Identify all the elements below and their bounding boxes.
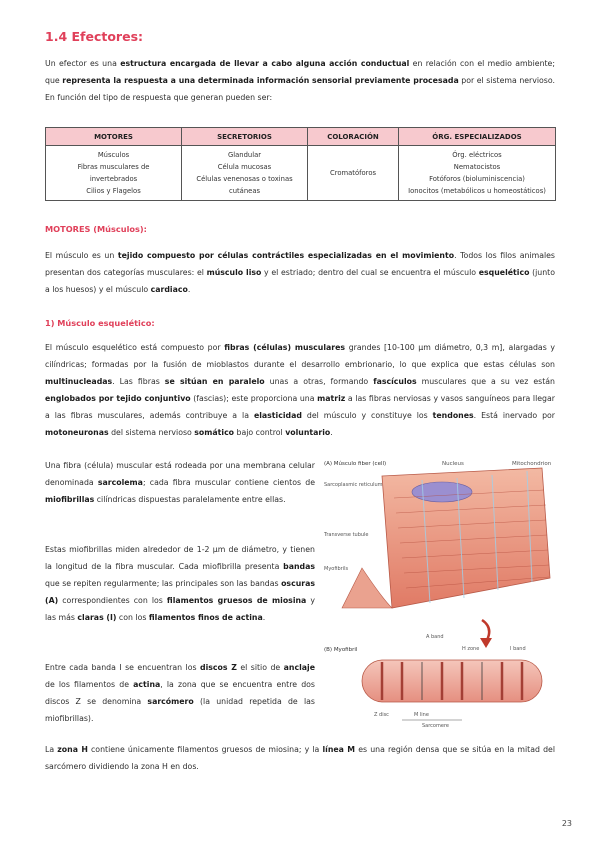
motores-heading: MOTORES (Músculos):	[45, 224, 147, 234]
figure-label-z-disc: Z disc	[374, 712, 389, 718]
figure-label-tt: Transverse tubule	[324, 532, 369, 538]
figure-label-sarcomere: Sarcomere	[422, 723, 449, 729]
table-cell-motores: Músculos Fibras musculares de invertebrados Cilios y Flagelos	[46, 146, 182, 201]
nucleus-shape	[412, 482, 472, 502]
sarcolema-paragraph: Una fibra (célula) muscular está rodeada por una membrana celular denominada sarcolema; cada fibra muscular contiene cientos de miofibrillas cilíndricas dispuestas paralelamente entre ellas.	[45, 461, 315, 504]
table-cell-secretorios: Glandular Célula mucosas Células venenosas o toxinas cutáneas	[182, 146, 308, 201]
figure-label-h-zone: H zone	[462, 646, 480, 652]
muscle-fiber-illustration	[322, 458, 562, 730]
figure-label-sr: Sarcoplasmic reticulum	[324, 482, 383, 488]
figure-label-nucleus: Nucleus	[442, 461, 464, 467]
myofibril-ends	[342, 568, 392, 608]
figure-label-a: (A) Músculo fiber (cell)	[324, 461, 387, 467]
table-header: MOTORES	[46, 128, 182, 146]
table-cell-coloracion: Cromatóforos	[308, 146, 399, 201]
motores-paragraph: El músculo es un tejido compuesto por células contráctiles especializadas en el movimiento. Todos los filos animales presentan dos categorías musculares: el músculo liso y el estriado; dentro del cual se encuentra el músculo esquelético (junto a los huesos) y el músculo cardiaco.	[45, 251, 556, 294]
zona-h-paragraph: La zona H contiene únicamente filamentos gruesos de miosina; y la línea M es una región densa que se sitúa en la mitad del sarcómero dividiendo la zona H en dos.	[45, 745, 555, 771]
arrow-head-icon	[480, 638, 492, 648]
figure-label-i-band: I band	[510, 646, 526, 652]
table-header: SECRETORIOS	[182, 128, 308, 146]
table-header: ÓRG. ESPECIALIZADOS	[399, 128, 556, 146]
figure-label-myo: Myofibrils	[324, 566, 349, 572]
effectors-table	[45, 127, 556, 201]
figure-label-b: (B) Myofibril	[324, 647, 358, 653]
table-header-row	[46, 128, 556, 146]
page-number: 23	[561, 819, 572, 828]
table-row	[46, 146, 556, 201]
myofibril-shape	[362, 660, 542, 702]
table-cell-organos: Órg. eléctricos Nematocistos Fotóforos (bioluminiscencia) Ionocitos (metabólicos u homeostáticos)	[399, 146, 556, 201]
figure-label-a-band: A band	[426, 634, 444, 640]
muscle-fiber-block	[342, 468, 550, 608]
esqueletico-paragraph: El músculo esquelético está compuesto por fibras (células) musculares grandes [10-100 µm diámetro, 0,3 m], alargadas y cilíndricas; formadas por la fusión de mioblastos durante el desarrollo embrionario, lo que explica que estas células son multinucleadas. Las fibras se sitúan en paralelo unas a otras, formando fascículos musculares que a su vez están englobados por tejido conjuntivo (fascias); este proporciona una matriz a las fibras nerviosas y vasos sanguíneos para llegar a las fibras musculares, además contribuye a la elasticidad del músculo y constituye los tendones. Está inervado por motoneuronas del sistema nervioso somático bajo control voluntario.	[45, 343, 555, 437]
intro-paragraph: Un efector es una estructura encargada de llevar a cabo alguna acción conductual en relación con el medio ambiente; que representa la respuesta a una determinada información sensorial previamente procesada por el sistema nervioso. En función del tipo de respuesta que generan pueden ser:	[45, 59, 555, 102]
table-header: COLORACIÓN	[308, 128, 399, 146]
section-title: 1.4 Efectores:	[45, 29, 144, 44]
miofibrillas-paragraph: Estas miofibrillas miden alrededor de 1-2 µm de diámetro, y tienen la longitud de la fibra muscular. Cada miofibrilla presenta bandas que se repiten regularmente; las principales son las bandas oscuras (A) correspondientes con los filamentos gruesos de miosina y las más claras (I) con los filamentos finos de actina.	[45, 545, 315, 622]
esqueletico-heading: 1) Músculo esquelético:	[45, 318, 155, 328]
figure-label-mitochondrion: Mitochondrion	[512, 461, 552, 467]
figure-label-m-line: M line	[414, 712, 429, 718]
discos-z-paragraph: Entre cada banda I se encuentran los discos Z el sitio de anclaje de los filamentos de actina, la zona que se encuentra entre dos discos Z se denomina sarcómero (la unidad repetida de las miofibrillas).	[45, 663, 316, 723]
